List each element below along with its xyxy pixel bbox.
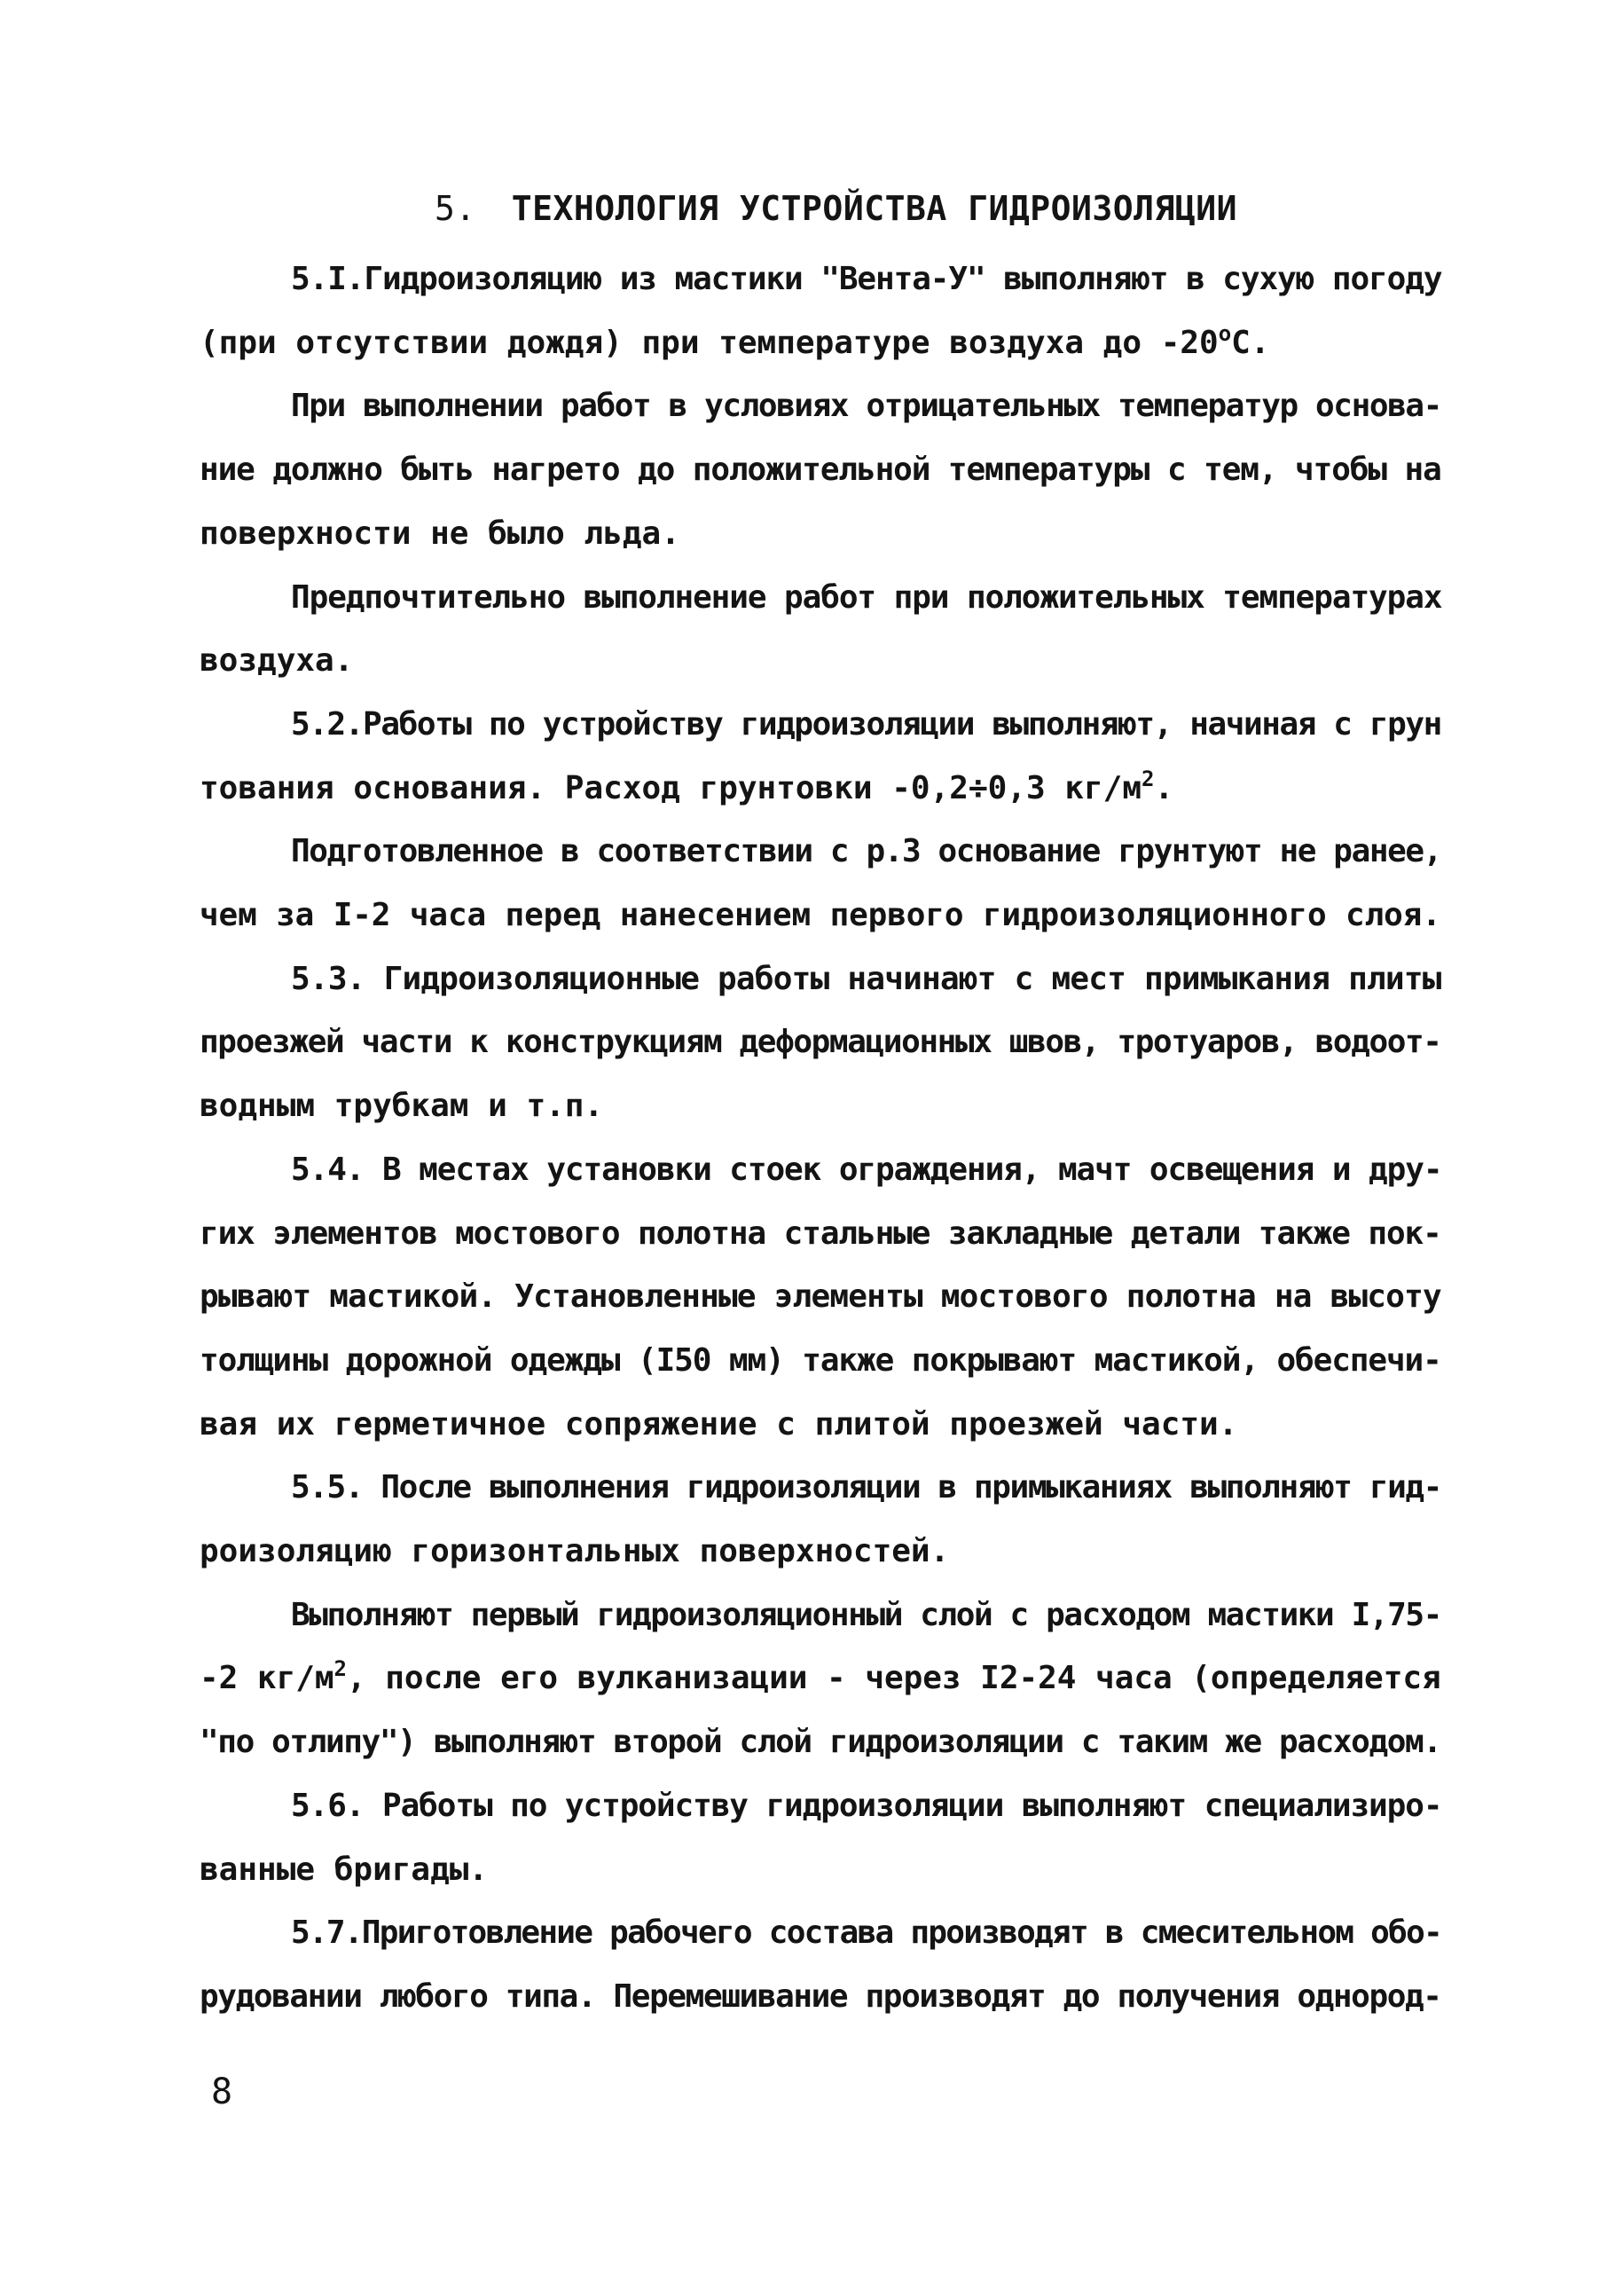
text-line-content: ние должно быть нагрето до положительной температуры с тем, чтобы на xyxy=(200,452,1441,488)
text-line-tail: С. xyxy=(1231,325,1270,361)
text-line xyxy=(200,1016,1441,1069)
text-line xyxy=(291,1907,1441,1960)
text-line xyxy=(200,634,1441,688)
section-number: 5. xyxy=(435,189,476,228)
text-line xyxy=(200,889,1441,942)
text-line-content: 5.4. В местах установки стоек ограждения, мачт освещения и дру- xyxy=(291,1152,1442,1188)
text-line xyxy=(200,1844,1441,1897)
text-line-content: рывают мастикой. Установленные элементы мостового полотна на высоту xyxy=(200,1278,1441,1315)
text-line xyxy=(200,1970,1441,2024)
text-line-tail: . xyxy=(1154,770,1174,806)
text-line-content: роизоляцию горизонтальных поверхностей. xyxy=(200,1533,950,1569)
page-number: 8 xyxy=(211,2072,233,2112)
text-line xyxy=(291,1461,1441,1514)
text-line-content: 5.3. Гидроизоляционные работы начинают с мест примыкания плиты xyxy=(291,961,1441,997)
text-line-content: Предпочтительно выполнение работ при положительных температурах xyxy=(291,579,1442,616)
text-line xyxy=(291,1144,1441,1197)
text-line-tail: , после его вулканизации - через I2-24 часа (определяется xyxy=(346,1660,1441,1696)
superscript: о xyxy=(1218,321,1232,346)
text-line-content: чем за I-2 часа перед нанесением первого гидроизоляционного слоя. xyxy=(200,897,1441,933)
text-line-content: ванные бригады. xyxy=(200,1852,489,1888)
text-line xyxy=(200,317,1441,370)
superscript: 2 xyxy=(333,1656,347,1681)
text-line-content: (при отсутствии дождя) при температуре воздуха до -20 xyxy=(200,325,1219,361)
text-line xyxy=(291,1589,1441,1642)
text-line xyxy=(291,825,1441,878)
text-line-content: Подготовленное в соответствии с р.3 основание грунтуют не ранее, xyxy=(291,833,1441,869)
text-line-content: -2 кг/м xyxy=(200,1660,334,1696)
section-heading xyxy=(435,182,1237,235)
text-line-content: тования основания. Расход грунтовки -0,2÷0,3 кг/м xyxy=(200,770,1142,806)
text-line xyxy=(200,1716,1441,1769)
text-line xyxy=(291,253,1441,306)
text-line-content: При выполнении работ в условиях отрицательных температур основа- xyxy=(291,388,1441,424)
text-line xyxy=(200,1525,1441,1578)
text-line-content: 5.7.Приготовление рабочего состава производят в смесительном обо- xyxy=(291,1914,1441,1951)
text-line xyxy=(200,1270,1441,1324)
text-line-content: 5.2.Работы по устройству гидроизоляции выполняют, начиная с грун xyxy=(291,706,1441,743)
text-line-content: вая их герметичное сопряжение с плитой проезжей части. xyxy=(200,1406,1238,1443)
text-line-content: поверхности не было льда. xyxy=(200,515,680,552)
text-line-content: Выполняют первый гидроизоляционный слой с расходом мастики I,75- xyxy=(291,1597,1441,1633)
text-line-content: рудовании любого типа. Перемешивание производят до получения однород- xyxy=(200,1978,1441,2015)
text-line-content: 5.5. После выполнения гидроизоляции в примыканиях выполняют гид- xyxy=(291,1469,1441,1506)
text-line xyxy=(200,1334,1441,1388)
text-line-content: 5.6. Работы по устройству гидроизоляции выполняют специализиро- xyxy=(291,1788,1442,1824)
section-title: ТЕХНОЛОГИЯ УСТРОЙСТВА ГИДРОИЗОЛЯЦИИ xyxy=(511,189,1237,228)
text-line xyxy=(200,1207,1441,1261)
text-line xyxy=(200,507,1441,561)
text-line-content: "по отлипу") выполняют второй слой гидроизоляции с таким же расходом. xyxy=(200,1724,1441,1760)
text-line xyxy=(291,1780,1441,1833)
text-line xyxy=(291,698,1441,751)
superscript: 2 xyxy=(1142,767,1155,791)
text-line-content: гих элементов мостового полотна стальные закладные детали также пок- xyxy=(200,1215,1441,1252)
text-line xyxy=(291,571,1441,625)
text-line xyxy=(200,1398,1441,1451)
text-line-content: водным трубкам и т.п. xyxy=(200,1088,604,1124)
text-line xyxy=(200,444,1441,497)
text-line xyxy=(200,762,1441,815)
text-line xyxy=(200,1652,1441,1705)
text-line-content: воздуха. xyxy=(200,642,354,679)
text-line xyxy=(291,380,1441,433)
text-line-content: проезжей части к конструкциям деформационных швов, тротуаров, водоот- xyxy=(200,1024,1441,1060)
text-line xyxy=(291,953,1441,1006)
text-line-content: толщины дорожной одежды (I50 мм) также покрывают мастикой, обеспечи- xyxy=(200,1342,1441,1379)
text-line xyxy=(200,1080,1441,1133)
text-line-content: 5.I.Гидроизоляцию из мастики "Вента-У" выполняют в сухую погоду xyxy=(291,261,1442,297)
